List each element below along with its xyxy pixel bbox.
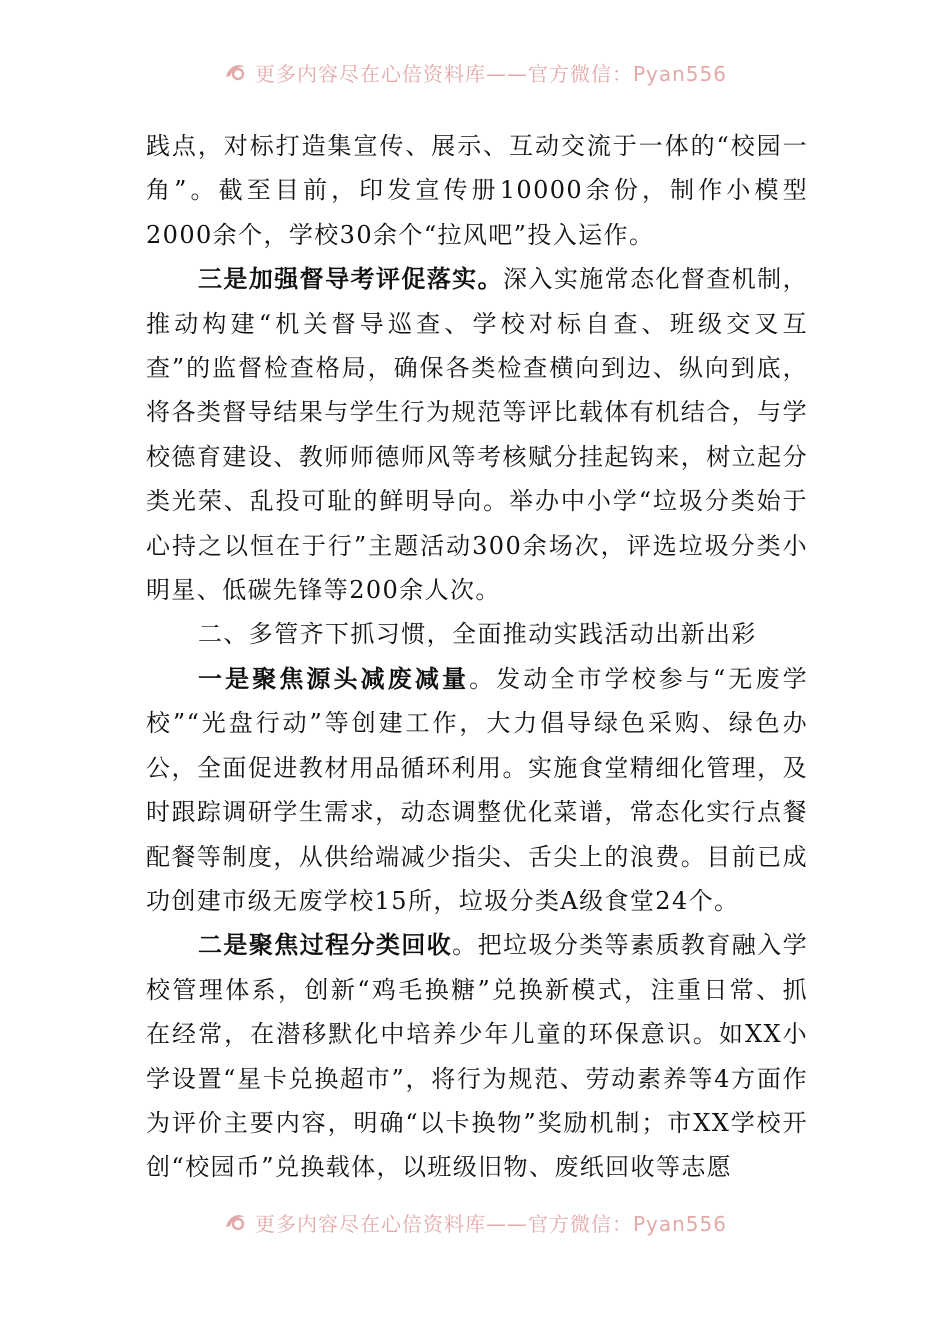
watermark-logo-icon [223,1211,249,1233]
section-heading-2-text: 二、多管齐下抓习惯，全面推动实践活动出新出彩 [198,620,757,649]
paragraph-4-text: 。把垃圾分类等素质教育融入学校管理体系，创新“鸡毛换糖”兑换新模式，注重日常、抓在经常，在潜移默化中培养少年儿童的环保意识。如XX小学设置“星卡兑换超市”，将行为规范、劳动素养等4方面作为评价主要内容，明确“以卡换物”奖励机制；市XX学校开创“校园币”兑换载体，以班级旧物、废纸回收等志愿 [146,931,808,1182]
header-watermark [0,56,950,88]
paragraph-2-lead: 三是加强督导考评促落实。 [198,264,503,294]
paragraph-4 [146,923,808,1189]
paragraph-3-lead: 一是聚焦源头减废减量 [198,663,470,693]
section-heading-2 [146,612,808,656]
paragraph-4-lead: 二是聚焦过程分类回收 [198,930,453,960]
watermark-text: 更多内容尽在心倍资料库——官方微信：Pyan556 [254,61,727,86]
watermark-text: 更多内容尽在心倍资料库——官方微信：Pyan556 [254,1211,727,1236]
paragraph-3 [146,657,808,923]
footer-watermark [0,1206,950,1238]
watermark-logo-icon [223,61,249,83]
document-body [146,124,808,1190]
paragraph-1 [146,124,808,257]
paragraph-2 [146,257,808,612]
paragraph-3-text: 。发动全市学校参与“无废学校”“光盘行动”等创建工作，大力倡导绿色采购、绿色办公，全面促进教材用品循环利用。实施食堂精细化管理，及时跟踪调研学生需求，动态调整优化菜谱，常态化实行点餐配餐等制度，从供给端减少指尖、舌尖上的浪费。目前已成功创建市级无废学校15所，垃圾分类A级食堂24个。 [146,664,809,915]
paragraph-2-text: 深入实施常态化督查机制，推动构建“机关督导巡查、学校对标自查、班级交叉互查”的监督检查格局，确保各类检查横向到边、纵向到底，将各类督导结果与学生行为规范等评比载体有机结合，与学校德育建设、教师师德师风等考核赋分挂起钩来，树立起分类光荣、乱投可耻的鲜明导向。举办中小学“垃圾分类始于心持之以恒在于行”主题活动300余场次，评选垃圾分类小明星、低碳先锋等200余人次。 [146,265,808,605]
paragraph-1-text: 践点，对标打造集宣传、展示、互动交流于一体的“校园一角”。截至目前，印发宣传册10000余份，制作小模型2000余个，学校30余个“拉风吧”投入运作。 [146,132,808,249]
